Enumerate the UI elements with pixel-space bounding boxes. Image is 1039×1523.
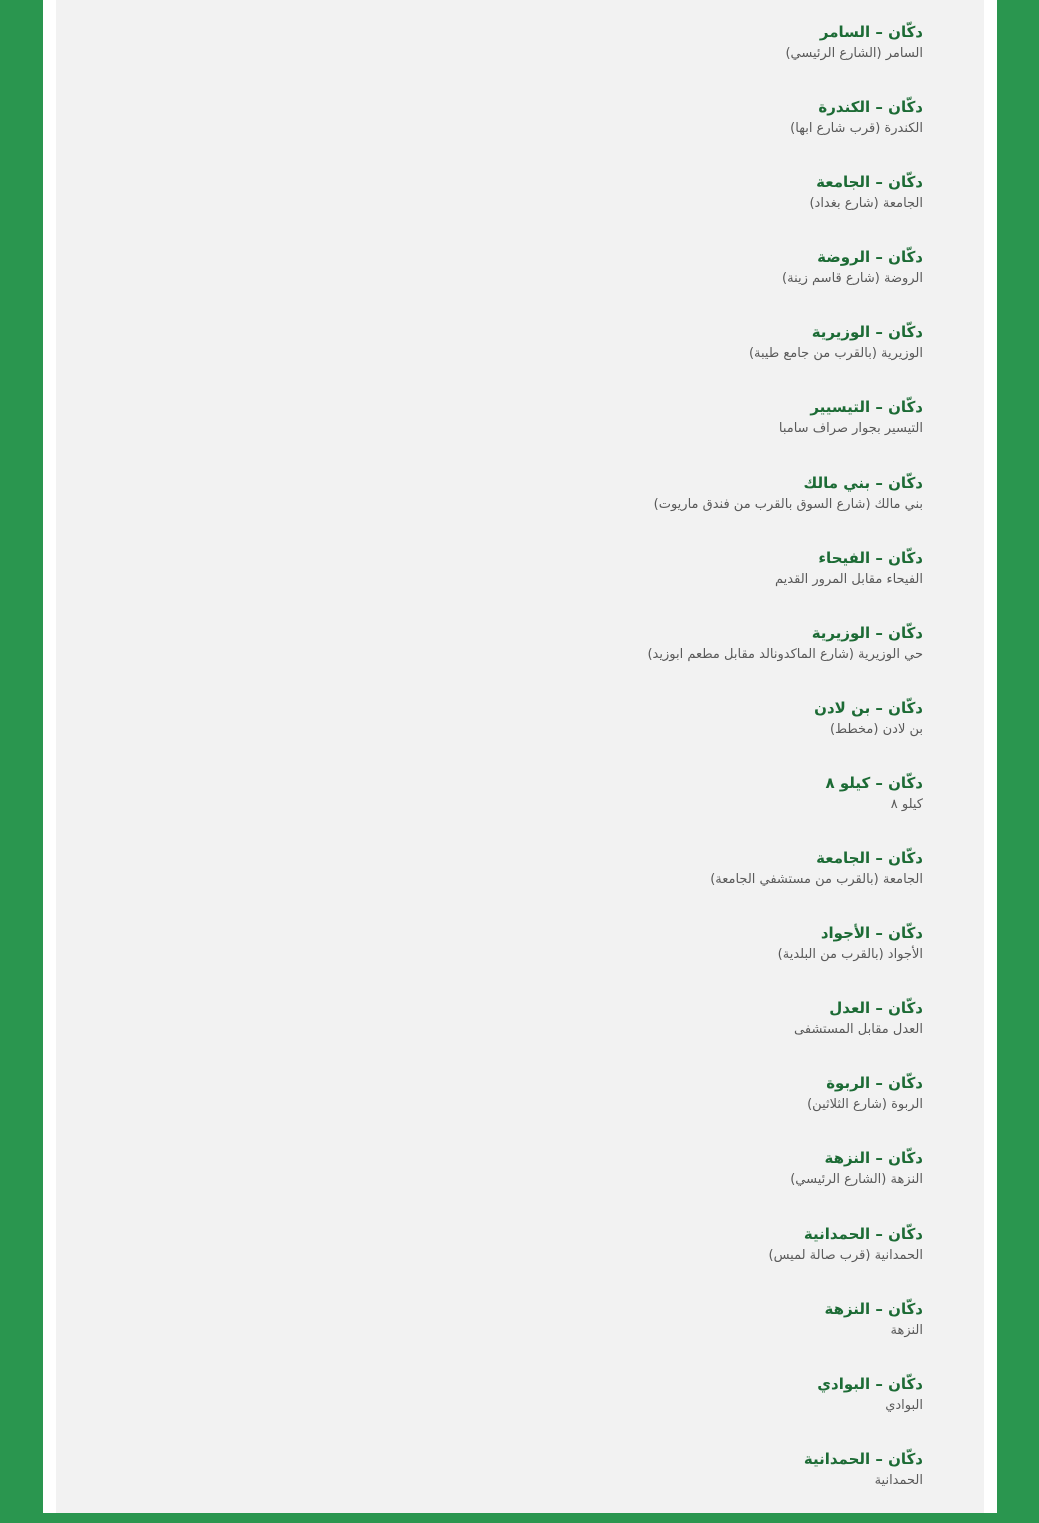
store-address: حي الوزيرية (شارع الماكدونالد مقابل مطعم ابوزيد) [647,646,923,662]
store-title: دكّان – بن لادن [814,698,923,717]
list-item [103,21,923,96]
list-item [103,396,923,471]
list-item [103,171,923,246]
store-title: دكّان – الجامعة [816,849,923,868]
list-item [103,246,923,321]
store-title: دكّان – النزهة [824,1299,923,1318]
store-address: النزهة [890,1322,923,1338]
store-title: دكّان – الفيحاء [818,548,923,567]
store-address: العدل مقابل المستشفى [794,1022,923,1038]
store-address: كيلو ٨ [890,796,923,812]
list-item [103,622,923,697]
store-address: الأجواد (بالقرب من البلدية) [777,947,923,963]
store-address: البوادي [885,1397,923,1413]
store-address: الكندرة (قرب شارع ابها) [790,121,923,137]
store-address: الجامعة (بالقرب من مستشفي الجامعة) [710,872,923,888]
store-title: دكّان – الكندرة [818,98,923,117]
store-address: الجامعة (شارع بغداد) [809,196,923,212]
store-title: دكّان – التيسيير [810,398,923,417]
store-title: دكّان – الربوة [826,1074,923,1093]
list-item [103,1072,923,1147]
store-title: دكّان – السامر [819,23,923,41]
store-title: دكّان – البوادي [817,1374,923,1393]
list-item [103,772,923,847]
store-title: دكّان – بني مالك [803,473,923,492]
store-list [103,21,923,1523]
store-title: دكّان – الجامعة [816,173,923,192]
store-address: الحمدانية (قرب صالة لميس) [768,1247,923,1263]
store-address: الحمدانية [874,1472,923,1488]
store-title: دكّان – الروضة [817,248,923,267]
list-item [103,1448,923,1523]
stores-panel [56,0,984,1513]
store-title: دكّان – كيلو ٨ [825,773,923,792]
store-title: دكّان – الحمدانية [803,1224,923,1243]
list-item [103,547,923,622]
store-title: دكّان – الحمدانية [803,1449,923,1468]
store-title: دكّان – الوزيرية [811,323,923,342]
list-item [103,847,923,922]
list-item [103,1147,923,1222]
store-address: النزهة (الشارع الرئيسي) [790,1172,923,1188]
list-item [103,96,923,171]
store-address: بني مالك (شارع السوق بالقرب من فندق ماريوت) [653,496,923,512]
store-address: بن لادن (مخطط) [829,721,923,737]
list-item [103,922,923,997]
list-item [103,697,923,772]
list-item [103,321,923,396]
store-address: الروضة (شارع قاسم زينة) [782,271,923,287]
store-title: دكّان – النزهة [824,1149,923,1168]
store-address: التيسير بجوار صراف سامبا [778,421,923,437]
store-title: دكّان – العدل [829,999,923,1018]
store-title: دكّان – الوزيرية [811,623,923,642]
right-gutter [984,0,997,1513]
list-item [103,472,923,547]
list-item [103,1298,923,1373]
store-address: الوزيرية (بالقرب من جامع طيبة) [748,346,923,362]
list-item [103,997,923,1072]
store-address: السامر (الشارع الرئيسي) [785,46,923,61]
store-address: الفيحاء مقابل المرور القديم [775,571,923,587]
store-address: الربوة (شارع الثلاثين) [807,1097,923,1113]
left-gutter [43,0,56,1513]
list-item [103,1223,923,1298]
list-item [103,1373,923,1448]
store-title: دكّان – الأجواد [820,924,923,943]
